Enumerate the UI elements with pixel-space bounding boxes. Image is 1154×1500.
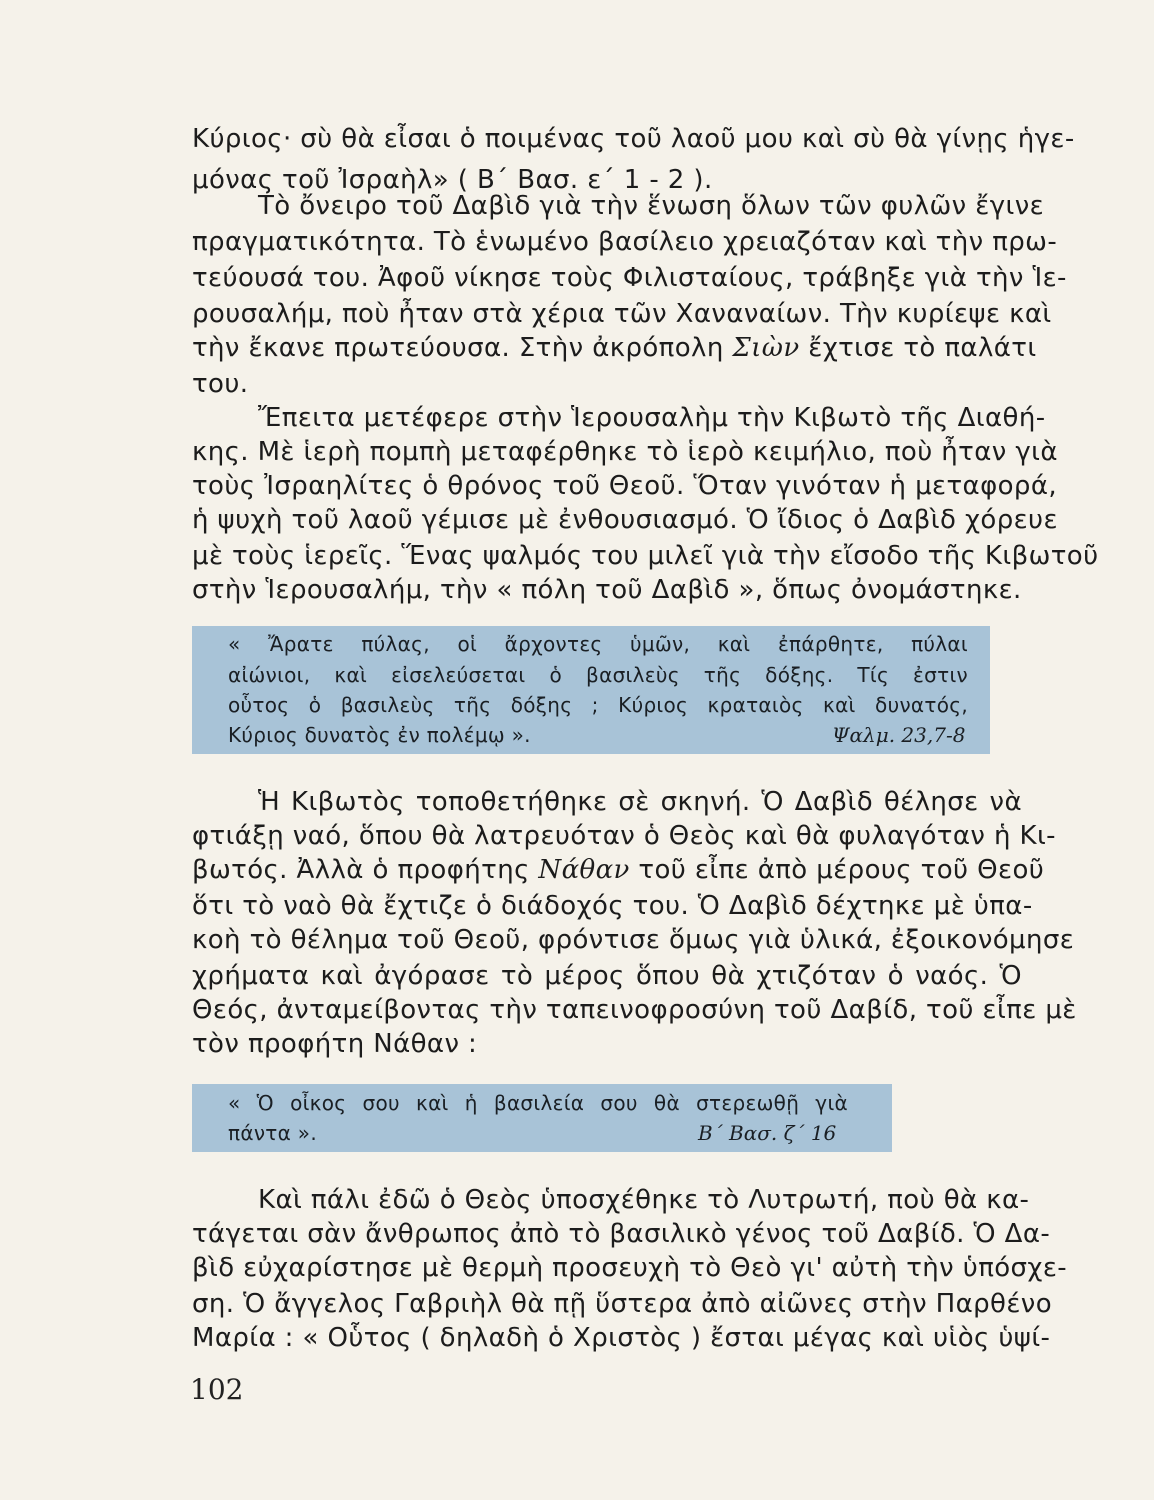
quote-line: αἰώνιοι, καὶ εἰσελεύσεται ὁ βασιλεὺς τῆς δόξης. Τίς ἐστιν: [228, 663, 968, 687]
text-line: τοὺς Ἰσραηλίτες ὁ θρόνος τοῦ Θεοῦ. Ὅταν γινόταν ἡ μεταφορά,: [192, 471, 1058, 501]
text-line: Τὸ ὄνειρο τοῦ Δαβὶδ γιὰ τὴν ἕνωση ὅλων τῶν φυλῶν ἔγινε: [258, 191, 1045, 221]
text-line: ἡ ψυχὴ τοῦ λαοῦ γέμισε μὲ ἐνθουσιασμό. Ὁ ἴδιος ὁ Δαβὶδ χόρευε: [192, 505, 1058, 535]
quote-box-psalm: [192, 626, 990, 754]
text-line: μόνας τοῦ Ἰσραὴλ» ( Β΄ Βασ. ε΄ 1 - 2 ).: [192, 165, 713, 195]
text-line: τὸν προφήτη Νάθαν :: [192, 1029, 478, 1059]
quote-box-promise: [192, 1084, 892, 1152]
quote-line: « Ὁ οἶκος σου καὶ ἡ βασιλεία σου θὰ στερεωθῇ γιὰ: [228, 1091, 848, 1115]
text-line: Θεός, ἀνταμείβοντας τὴν ταπεινοφροσύνη τοῦ Δαβίδ, τοῦ εἶπε μὲ: [192, 995, 1077, 1025]
text-line: του.: [192, 369, 249, 399]
text-segment: βωτός. Ἀλλὰ ὁ προφήτης: [192, 855, 530, 885]
text-line: Καὶ πάλι ἐδῶ ὁ Θεὸς ὑποσχέθηκε τὸ Λυτρωτή, ποὺ θὰ κα-: [258, 1185, 1030, 1215]
text-segment: τοῦ εἶπε ἀπὸ μέρους τοῦ Θεοῦ: [638, 855, 1045, 885]
place-name-italic: Σιὼν: [732, 333, 800, 363]
quote-reference: Ψαλμ. 23,7-8: [832, 723, 966, 747]
page-number: 102: [190, 1373, 244, 1406]
text-line: χρήματα καὶ ἀγόρασε τὸ μέρος ὅπου θὰ χτιζόταν ὁ ναός. Ὁ: [192, 961, 1022, 991]
text-line: Μαρία : « Οὗτος ( δηλαδὴ ὁ Χριστὸς ) ἔσται μέγας καὶ υἱὸς ὑψί-: [192, 1323, 1051, 1353]
text-line: βὶδ εὐχαρίστησε μὲ θερμὴ προσευχὴ τὸ Θεὸ γι' αὐτὴ τὴν ὑπόσχε-: [192, 1253, 1068, 1283]
quote-line: Κύριος δυνατὸς ἐν πολέμῳ ».: [228, 723, 531, 747]
text-line: Κύριος· σὺ θὰ εἶσαι ὁ ποιμένας τοῦ λαοῦ μου καὶ σὺ θὰ γίνῃς ἡγε-: [192, 124, 1075, 154]
text-line: τάγεται σὰν ἄνθρωπος ἀπὸ τὸ βασιλικὸ γένος τοῦ Δαβίδ. Ὁ Δα-: [192, 1219, 1051, 1249]
text-line: τεύουσά του. Ἀφοῦ νίκησε τοὺς Φιλισταίους, τράβηξε γιὰ τὴν Ἱε-: [192, 263, 1067, 293]
text-line: Ἡ Κιβωτὸς τοποθετήθηκε σὲ σκηνή. Ὁ Δαβὶδ θέλησε νὰ: [258, 787, 1022, 817]
text-line: ση. Ὁ ἄγγελος Γαβριὴλ θὰ πῇ ὕστερα ἀπὸ αἰῶνες στὴν Παρθένο: [192, 1289, 1053, 1319]
quote-line: πάντα ».: [228, 1121, 317, 1145]
quote-line: « Ἄρατε πύλας, οἱ ἄρχοντες ὑμῶν, καὶ ἐπάρθητε, πύλαι: [228, 632, 968, 656]
text-line: πραγματικότητα. Τὸ ἑνωμένο βασίλειο χρειαζόταν καὶ τὴν πρω-: [192, 227, 1058, 257]
text-line: κοὴ τὸ θέλημα τοῦ Θεοῦ, φρόντισε ὅμως γιὰ ὑλικά, ἐξοικονόμησε: [192, 925, 1075, 955]
text-line: κης. Μὲ ἱερὴ πομπὴ μεταφέρθηκε τὸ ἱερὸ κειμήλιο, ποὺ ἦταν γιὰ: [192, 437, 1058, 467]
text-line: φτιάξῃ ναό, ὅπου θὰ λατρευόταν ὁ Θεὸς καὶ θὰ φυλαγόταν ἡ Κι-: [192, 821, 1056, 851]
quote-line: οὗτος ὁ βασιλεὺς τῆς δόξης ; Κύριος κραταιὸς καὶ δυνατός,: [228, 693, 968, 717]
text-line: στὴν Ἱερουσαλήμ, τὴν « πόλη τοῦ Δαβὶδ », ὅπως ὀνομάστηκε.: [192, 575, 1022, 605]
person-name-italic: Νάθαν: [538, 855, 630, 885]
text-line: [192, 328, 1037, 368]
text-line: μὲ τοὺς ἱερεῖς. Ἕνας ψαλμός του μιλεῖ γιὰ τὴν εἴσοδο τῆς Κιβωτοῦ: [192, 541, 1099, 571]
text-line: [192, 850, 1045, 890]
text-line: Ἔπειτα μετέφερε στὴν Ἱερουσαλὴμ τὴν Κιβωτὸ τῆς Διαθή-: [258, 403, 1046, 433]
text-line: ρουσαλήμ, ποὺ ἦταν στὰ χέρια τῶν Χαναναίων. Τὴν κυρίεψε καὶ: [192, 299, 1052, 329]
text-line: ὅτι τὸ ναὸ θὰ ἔχτιζε ὁ διάδοχός του. Ὁ Δαβὶδ δέχτηκε μὲ ὑπα-: [192, 891, 1033, 921]
text-segment: τὴν ἔκανε πρωτεύουσα. Στὴν ἀκρόπολη: [192, 333, 724, 363]
text-segment: ἔχτισε τὸ παλάτι: [808, 333, 1037, 363]
quote-reference: Β΄ Βασ. ζ΄ 16: [698, 1121, 837, 1145]
